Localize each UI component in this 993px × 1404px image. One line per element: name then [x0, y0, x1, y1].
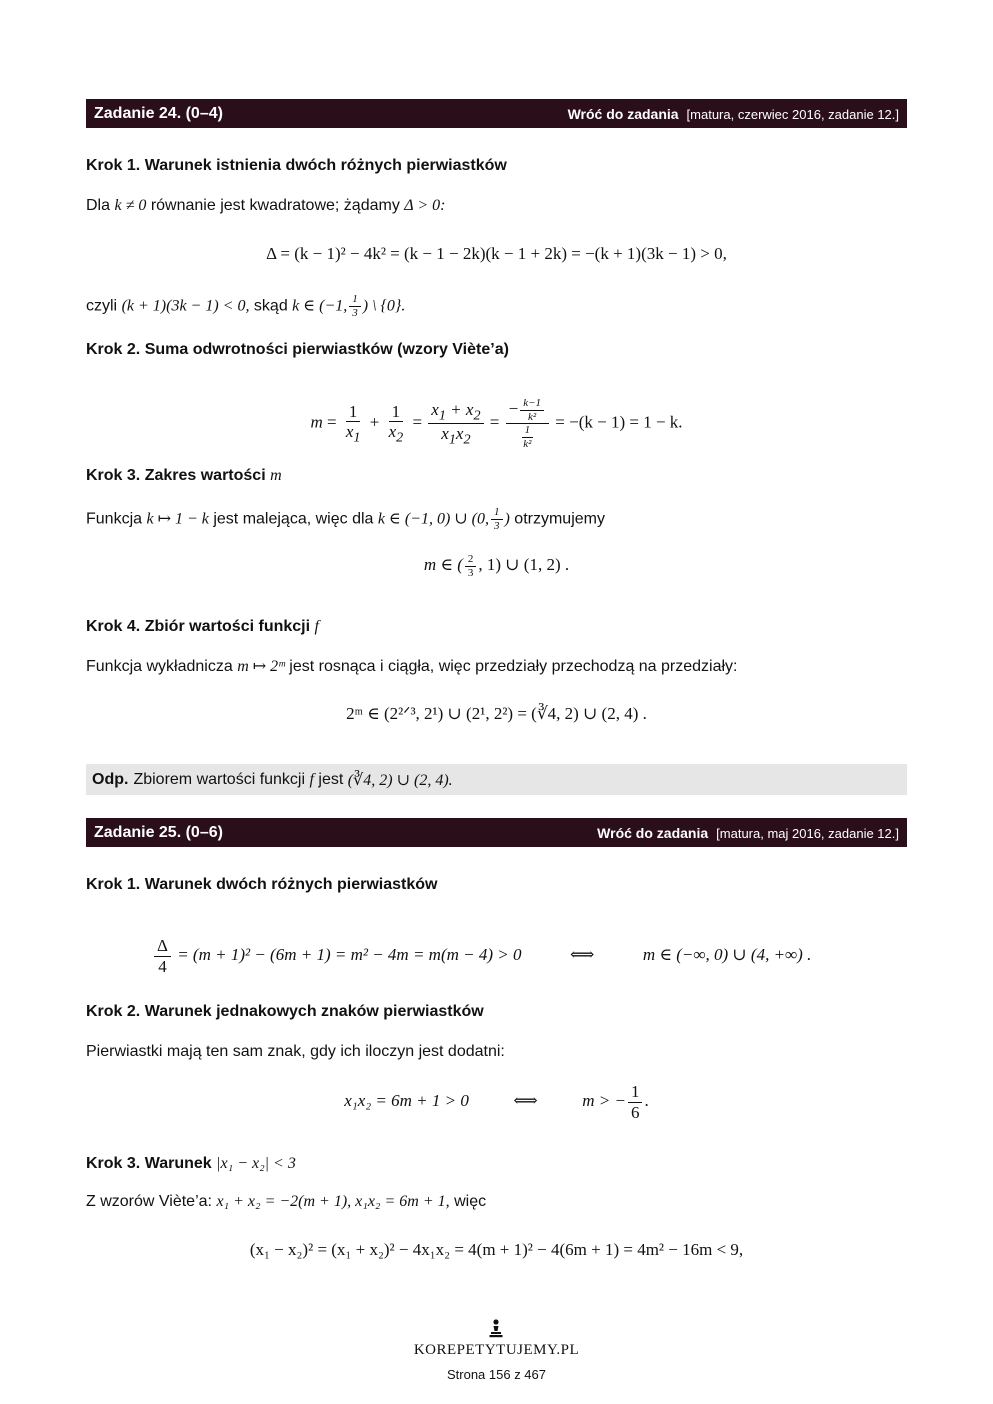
math: k ∈ (−1, 0) ∪ (0, — [377, 510, 490, 528]
math: m — [270, 467, 282, 484]
task24-step1-text — [86, 197, 446, 215]
task24-step1-conclusion — [86, 293, 405, 319]
text: Krok 3. Zakres wartości — [86, 467, 266, 484]
task24-step4-text — [86, 656, 738, 676]
text: więc — [454, 1193, 487, 1210]
task24-step2-equation: m = $\frac{1}{x_1}$ + $\frac{1}{x_2}$ = $\frac{x_1 + x_2}{x_1x_2}$ = − $\frac{k-1}{\text{k²}}$ $\frac{1}{\text{k²}}$ = −(k − 1) = 1 − k. — [310, 397, 683, 450]
math: Δ > 0: — [404, 197, 446, 214]
math: (k + 1)(3k − 1) < 0, — [121, 297, 250, 315]
fraction-one-third: $\frac{1}{3}$ — [349, 293, 361, 319]
task24-title: Zadanie 24. (0–4) — [94, 104, 223, 122]
math: m > − — [582, 1090, 626, 1110]
task25-step2-heading: Krok 2. Warunek jednakowych znaków pierwiastków — [86, 1003, 484, 1020]
text: Dla — [86, 197, 111, 214]
task24-step4-equation: 2ᵐ ∈ (2²ᐟ³, 2¹) ∪ (2¹, 2²) = (∛4, 2) ∪ (2, 4) . — [346, 704, 647, 723]
math: m ∈ (−∞, 0) ∪ (4, +∞) . — [642, 944, 812, 964]
task25-step1-equation — [86, 936, 907, 976]
fraction: $\frac{x_1 + x_2}{x_1x_2}$ — [428, 400, 483, 448]
text: czyli — [86, 297, 118, 315]
math: k ↦ 1 − k — [146, 510, 209, 528]
fraction-two-thirds: $\frac{2}{3}$ — [465, 553, 477, 579]
text: jest — [318, 770, 344, 788]
task24-answer-box — [86, 764, 907, 795]
text: Funkcja wykładnicza — [86, 658, 233, 675]
text: Funkcja — [86, 510, 143, 528]
task25-step2-equation: x₁x₂ = 6m + 1 > 0 ⟺ m > − $\frac{1}{6}$ . — [344, 1082, 649, 1122]
chess-pawn-icon — [486, 1318, 506, 1338]
task25-step1-heading: Krok 1. Warunek dwóch różnych pierwiastków — [86, 876, 438, 893]
math: ) \ {0}. — [362, 297, 406, 315]
math: x₁x₂ = 6m + 1 > 0 — [344, 1090, 469, 1110]
page-number: Strona 156 z 467 — [446, 1367, 547, 1382]
math: = (m + 1)² − (6m + 1) = m² − 4m = m(m − 4) > 0 — [177, 944, 522, 964]
text: Z wzorów Viète’a: — [86, 1193, 212, 1210]
fraction-one-sixth: $\frac{1}{6}$ — [628, 1082, 643, 1122]
task24-step1-equation: Δ = (k − 1)² − 4k² = (k − 1 − 2k)(k − 1 + 2k) = −(k + 1)(3k − 1) > 0, — [266, 244, 727, 263]
task24-step2-heading: Krok 2. Suma odwrotności pierwiastków (wzory Viète’a) — [86, 341, 509, 358]
math: x₁ + x₂ = −2(m + 1), x₁x₂ = 6m + 1, — [216, 1193, 450, 1210]
task25-source: [matura, maj 2016, zadanie 12.] — [716, 825, 899, 841]
fraction: $\frac{1}{x_2}$ — [388, 401, 404, 446]
task24-back-link[interactable]: Wróć do zadania — [567, 105, 679, 122]
brand-name[interactable]: KOREPETYTUJEMY.PL — [413, 1342, 580, 1358]
math: , 1) ∪ (1, 2) . — [478, 555, 570, 575]
text: skąd — [253, 297, 288, 315]
task25-back-link[interactable]: Wróć do zadania — [597, 824, 709, 841]
task25-step3-text — [86, 1193, 486, 1211]
task24-header-right — [568, 106, 899, 122]
text: Krok 4. Zbiór wartości funkcji — [86, 618, 311, 635]
task25-step3-equation: (x₁ − x₂)² = (x₁ + x₂)² − 4x₁x₂ = 4(m + 1)² − 4(6m + 1) = 4m² − 16m < 9, — [249, 1240, 744, 1259]
text: jest malejąca, więc dla — [213, 510, 374, 528]
math: k ∈ (−1, — [292, 297, 348, 315]
fraction-one-third: $\frac{1}{3}$ — [491, 506, 503, 532]
task24-step3-equation — [86, 553, 907, 579]
task24-step3-text: Funkcja k ↦ 1 − k jest malejąca, więc dla k ∈ (−1, 0) ∪ (0, $\frac{1}{3}$ ) otrzymujemy — [86, 506, 605, 532]
task25-step2-text: Pierwiastki mają ten sam znak, gdy ich iloczyn jest dodatni: — [86, 1043, 505, 1060]
iff-symbol: ⟺ — [570, 944, 595, 964]
task24-header-bar — [86, 99, 907, 128]
equation-tail: = −(k − 1) = 1 − k. — [555, 412, 683, 432]
task24-source: [matura, czerwiec 2016, zadanie 12.] — [686, 106, 899, 122]
math: f — [309, 770, 314, 788]
math: m ∈ ( — [423, 555, 463, 575]
text: Krok 3. Warunek — [86, 1155, 212, 1172]
task25-header-right — [597, 825, 899, 841]
text: jest rosnąca i ciągła, więc przedziały przechodzą na przedziały: — [289, 658, 738, 675]
task25-title: Zadanie 25. (0–6) — [94, 823, 223, 841]
text: otrzymujemy — [514, 510, 605, 528]
answer-label: Odp. — [92, 770, 129, 788]
math: m ↦ 2ᵐ — [237, 658, 285, 675]
text: równanie jest kwadratowe; żądamy — [150, 197, 400, 214]
text: Zbiorem wartości funkcji — [133, 770, 306, 788]
task24-step3-heading — [86, 467, 282, 485]
task24-step1-heading: Krok 1. Warunek istnienia dwóch różnych pierwiastków — [86, 157, 507, 174]
math: |x₁ − x₂| < 3 — [216, 1155, 296, 1172]
task24-step4-heading — [86, 618, 319, 636]
fraction: $\frac{1}{x_1}$ — [345, 401, 361, 446]
math: k ≠ 0 — [114, 197, 147, 214]
task25-step3-heading — [86, 1155, 296, 1173]
math: (∛4, 2) ∪ (2, 4). — [347, 771, 453, 789]
iff-symbol: ⟺ — [513, 1090, 538, 1110]
fraction-delta-over-4: $\frac{\Delta}{4}$ — [154, 936, 171, 976]
math: f — [314, 618, 319, 635]
task25-header-bar — [86, 818, 907, 847]
fraction: − $\frac{k-1}{\text{k²}}$ $\frac{1}{\text{k²}}$ — [506, 397, 549, 451]
